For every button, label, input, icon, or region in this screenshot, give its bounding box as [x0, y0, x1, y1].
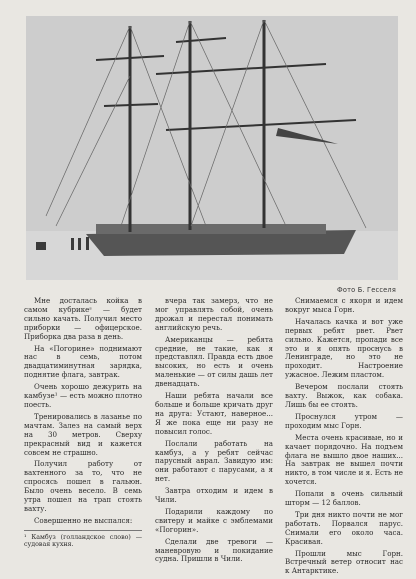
- text-column-2: [155, 297, 273, 567]
- paragraph: Тренировались в лазанье по мачтам. Залез на самый верх на 30 метров. Сверху прекрасный вид и кажется совсем не страшно.: [24, 411, 142, 457]
- text-column-3: [285, 297, 403, 579]
- paragraph: Мне досталась койка в самом кубрикеˢ — будет сильно качать. Получил место приборки — офицерское. Приборка два раза в день.: [24, 296, 142, 341]
- paragraph: Попали в очень сильный шторм — 12 баллов.: [285, 489, 403, 508]
- paragraph: Места очень красивые, но и качает порядочно. На подъем флага не вышло двое наших... На завтрак не вышел почти никто, в том числе и я. Есть не хочется.: [285, 432, 403, 487]
- paragraph: Завтра отходим и идем в Чили.: [155, 486, 273, 505]
- paragraph: Подарили каждому по свитеру и майке с эмблемами «Погорин».: [155, 506, 273, 534]
- paragraph: Вечером послали стоять вахту. Выжок, как собака. Лишь бы ее стоять.: [285, 382, 403, 409]
- paragraph: вчера так замерз, что не мог управлять собой, очень дрожал и перестал понимать английскую речь.: [155, 296, 273, 332]
- paragraph: Началась качка и вот уже первых ребят рвет. Рвет сильно. Кажется, пропади все это и я опять проснусь в Ленинграде, но это не проходит. Настроение ужасное. Лежим пластом.: [285, 316, 403, 380]
- paragraph: Сделали две тревоги — маневровую и покидание судна. Пришли в Чили.: [155, 536, 273, 564]
- paragraph: Проснулся утром — проходим мыс Горн.: [285, 411, 403, 430]
- paragraph: На «Погорине» поднимают нас в семь, потом двадцатиминутная зарядка, поднятие флага, завтрак.: [24, 343, 142, 380]
- sailing-ship-image: [26, 16, 398, 280]
- paragraph: Американцы — ребята средние, не такие, как я представлял. Правда есть двое высоких, но есть и очень маленькие — от силы дашь лет двенадцать.: [155, 334, 273, 389]
- footnote-text: ¹ Камбуз (голландское слово) — судовая кухня.: [24, 533, 142, 549]
- paragraph: Совершенно не выспался:: [34, 515, 133, 525]
- paragraph: Очень хорошо дежурить на камбузе¹ — есть можно плотно поесть.: [24, 382, 142, 409]
- photo-credit: Фото Б. Гесселя: [337, 286, 396, 294]
- paragraph: Наши ребята начали все больше и больше кричать друг на друга: Устают, наверное... Я же пока еще ни разу не повысил голос.: [155, 391, 273, 436]
- paragraph: Получил работу от вахтенного за то, что не спросясь пошел в гальюн. Было очень весело. В семь утра пошел на трап стоять вахту.: [24, 459, 142, 513]
- footnote: [24, 530, 142, 549]
- text-column-1: [24, 297, 142, 549]
- ship-photo: [26, 16, 398, 280]
- paragraph: Снимаемся с якоря и идем вокруг мыса Горн.: [285, 296, 403, 314]
- paragraph: Прошли мыс Горн. Встречный ветер относит нас к Антарктике.: [285, 548, 403, 576]
- paragraph: Три дня никто почти не мог работать. Порвался парус. Снимали его около часа. Красивая.: [285, 509, 403, 546]
- paragraph: Послали работать на камбуз, а у ребят сейчас парусный аврал. Завидую им: они работают с парусами, а я нет.: [155, 438, 273, 484]
